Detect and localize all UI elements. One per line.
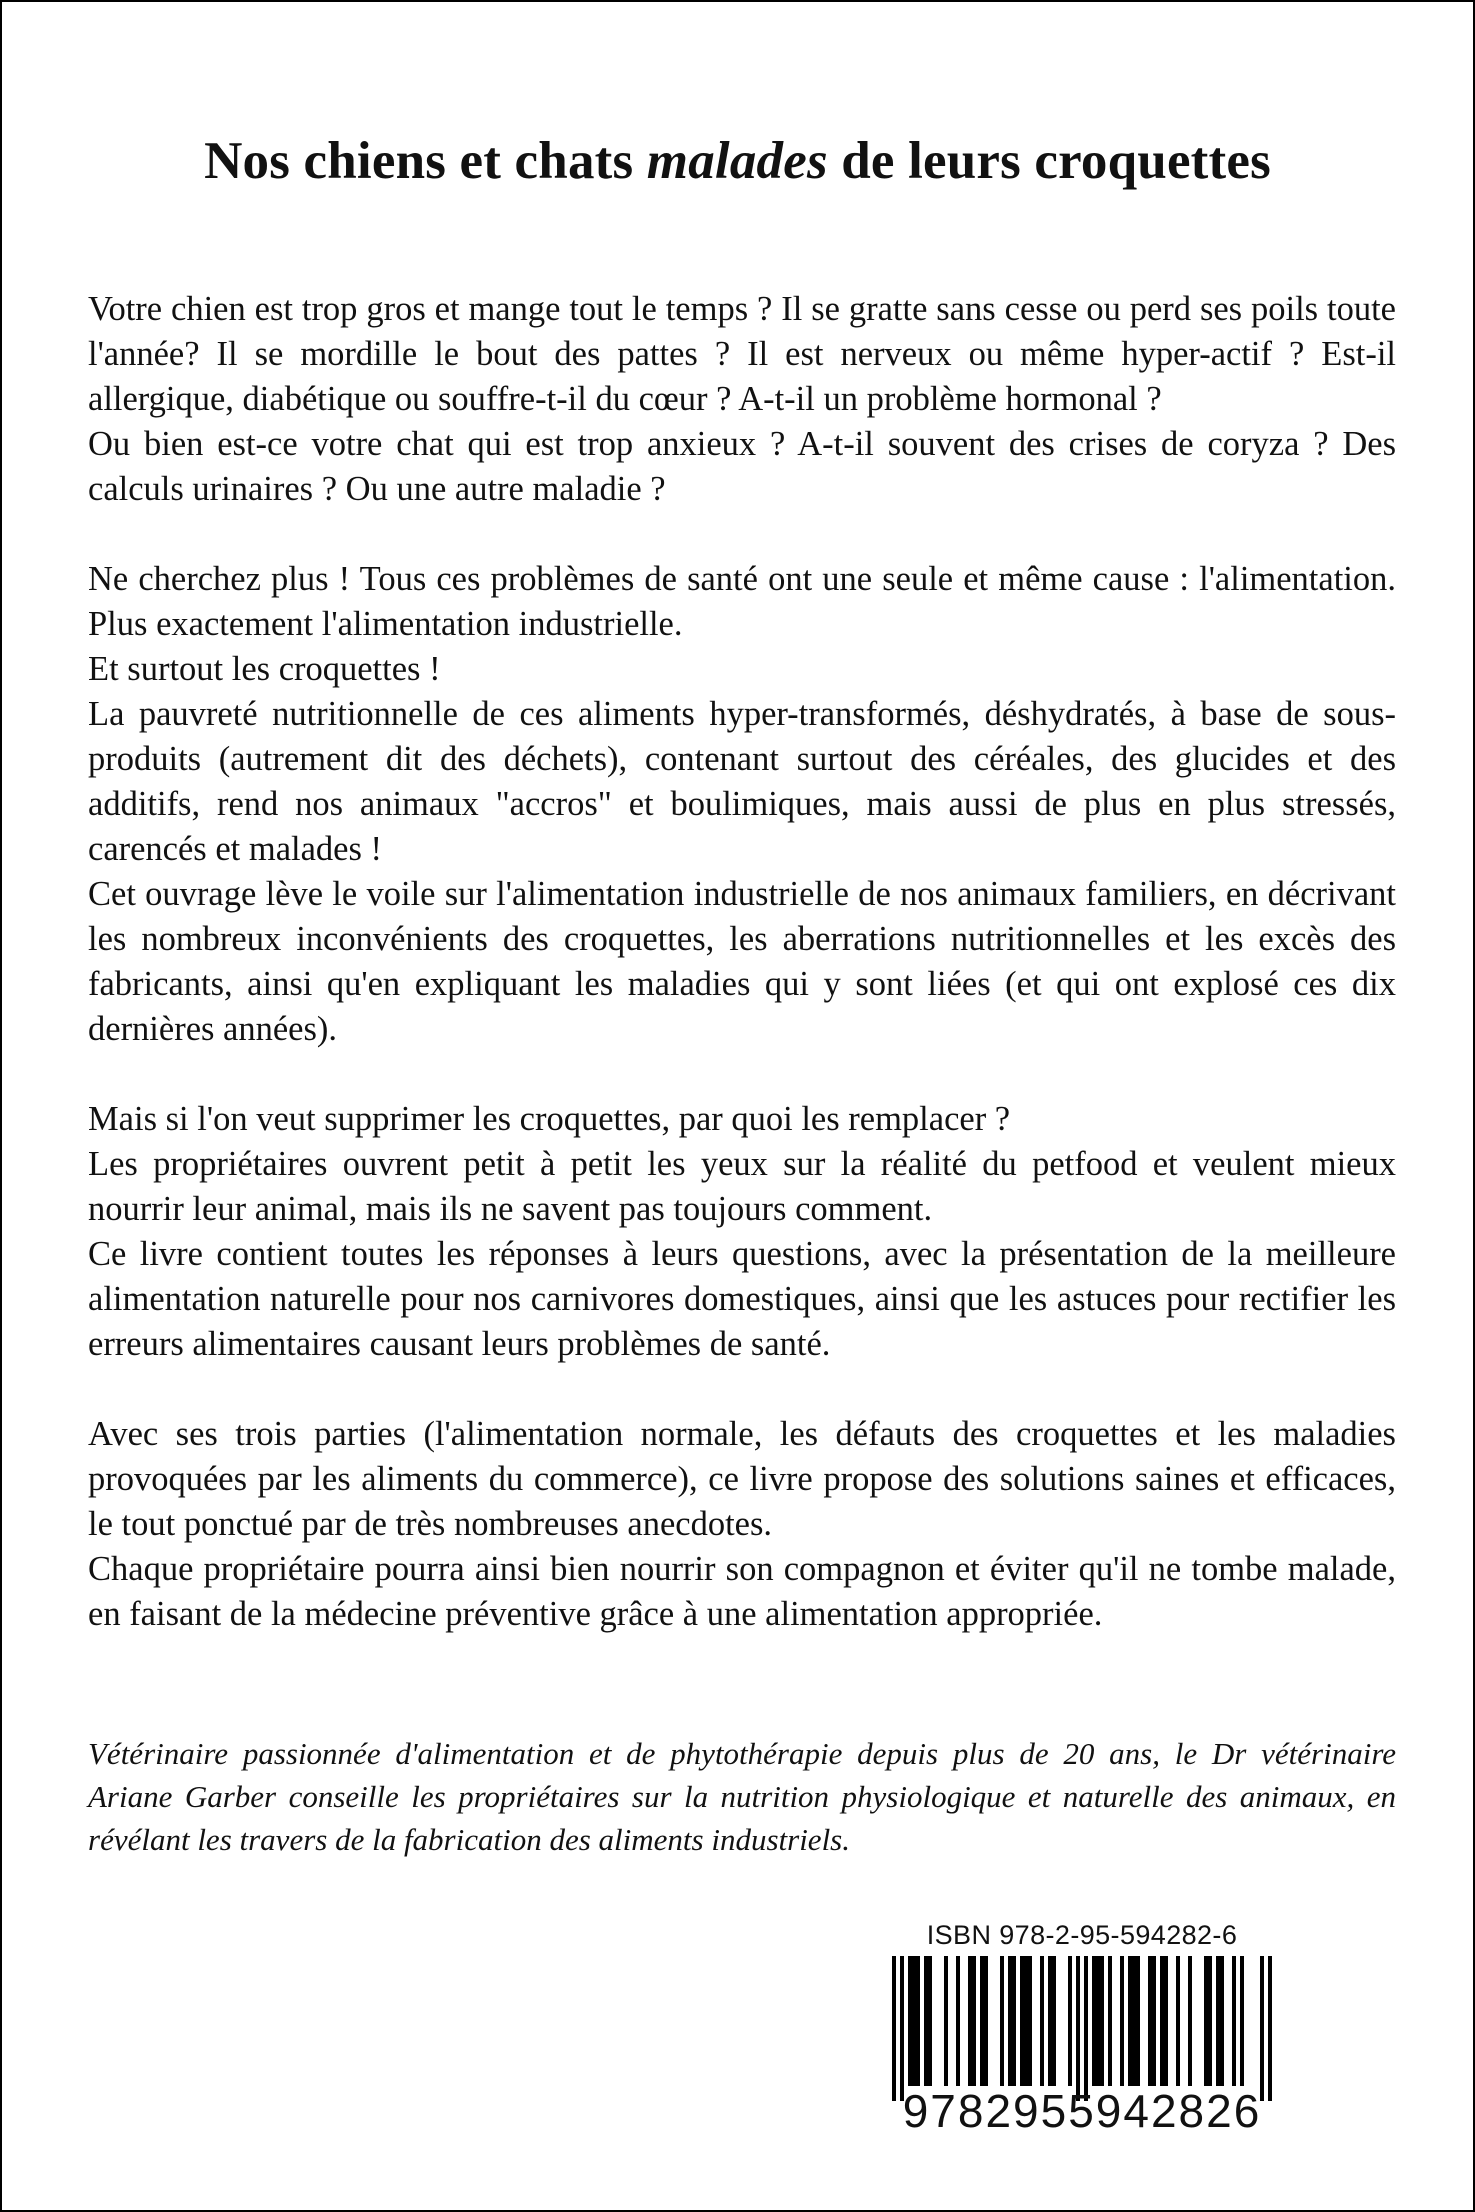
barcode-bar [1176, 1956, 1180, 2086]
barcode-bar [1220, 1956, 1224, 2086]
barcode-bar [1160, 1956, 1164, 2086]
barcode-bar [1188, 1956, 1192, 2086]
barcode-bar [984, 1956, 988, 2086]
barcode-bar [1012, 1956, 1016, 2086]
barcode-bar [1132, 1956, 1136, 2086]
paragraph-spacer [88, 1367, 1396, 1412]
barcode-bar [1076, 1956, 1080, 2101]
barcode-bar [1092, 1956, 1096, 2086]
barcode-bar [1148, 1956, 1152, 2086]
barcode-bar [1048, 1956, 1052, 2086]
title-part-1: Nos chiens et chats [204, 132, 647, 190]
barcode-bar [1040, 1956, 1044, 2086]
barcode-bar [1068, 1956, 1072, 2086]
paragraph-each-owner: Chaque propriétaire pourra ainsi bien nourrir son compagnon et éviter qu'il ne tombe malade, en faisant de la médecine préventive grâce à une alimentation appropriée. [88, 1550, 1396, 1633]
barcode-bar [968, 1956, 972, 2086]
barcode-bar [1084, 1956, 1088, 2101]
isbn-barcode [887, 1918, 1277, 2136]
barcode-bar [1208, 1956, 1212, 2086]
barcode-bar [1008, 1956, 1012, 2086]
author-bio: Vétérinaire passionnée d'alimentation et de phytothérapie depuis plus de 20 ans, le Dr vétérinaire Ariane Garber conseille les propriétaires sur la nutrition physiologique et naturelle des animaux, en révélant les travers de la fabrication des aliments industriels. [88, 1736, 1396, 1857]
barcode-bar [1152, 1956, 1156, 2086]
title-emphasis: malades [646, 132, 828, 190]
barcode-bar [912, 1956, 916, 2086]
barcode-digits: 9782955942826 [902, 2085, 1262, 2137]
barcode-bar [1000, 1956, 1004, 2086]
barcode-bar [1164, 1956, 1168, 2086]
barcode-bar [972, 1956, 976, 2086]
blurb [88, 287, 1396, 1637]
barcode-bar [1096, 1956, 1100, 2086]
paragraph-book-reveals: Cet ouvrage lève le voile sur l'alimentation industrielle de nos animaux familiers, en décrivant les nombreux inconvénients des croquettes, les aberrations nutritionnelles et les excès des fabricants, ainsi qu'en expliquant les maladies qui y sont liées (et qui ont explosé ces dix dernières années). [88, 875, 1396, 1048]
paragraph-replace-question: Mais si l'on veut supprimer les croquettes, par quoi les remplacer ? [88, 1100, 1011, 1138]
barcode-bar [1128, 1956, 1132, 2086]
barcode-bar [1120, 1956, 1124, 2086]
paragraph-cause: Ne cherchez plus ! Tous ces problèmes de santé ont une seule et même cause : l'alimentation. Plus exactement l'alimentation industrielle. [88, 560, 1396, 643]
paragraph-dog-symptoms: Votre chien est trop gros et mange tout le temps ? Il se gratte sans cesse ou perd ses poils toute l'année? Il se mordille le bout des pattes ? Il est nerveux ou même hyper-actif ? Est-il allergique, diabétique ou souffre-t-il du cœur ? A-t-il un problème hormonal ? [88, 290, 1396, 418]
barcode-bar [916, 1956, 920, 2086]
barcode-bar [900, 1956, 904, 2101]
barcode-bar [908, 1956, 912, 2086]
barcode-bars [887, 1956, 1277, 2101]
paragraph-three-parts: Avec ses trois parties (l'alimentation normale, les défauts des croquettes et les maladies provoquées par les aliments du commerce), ce livre propose des solutions saines et efficaces, le tout ponctué par de très nombreuses anecdotes. [88, 1415, 1396, 1543]
barcode-bar [1260, 1956, 1264, 2101]
paragraph-spacer [88, 512, 1396, 557]
barcode-bar [944, 1956, 948, 2086]
barcode-bar [1100, 1956, 1104, 2086]
barcode-bar [980, 1956, 984, 2086]
barcode-bar [1204, 1956, 1208, 2086]
paragraph-kibble: Et surtout les croquettes ! [88, 650, 441, 688]
paragraph-poverty: La pauvreté nutritionnelle de ces aliments hyper-transformés, déshydratés, à base de sous-produits (autrement dit des déchets), contenant surtout des céréales, des glucides et des additifs, rend nos animaux "accros" et boulimiques, mais aussi de plus en plus stressés, carencés et malades ! [88, 695, 1396, 868]
barcode-bar [1240, 1956, 1244, 2086]
barcode-bar [1020, 1956, 1024, 2086]
barcode-bar [928, 1956, 932, 2086]
paragraph-cat-symptoms: Ou bien est-ce votre chat qui est trop anxieux ? A-t-il souvent des crises de coryza ? Des calculs urinaires ? Ou une autre maladie ? [88, 425, 1396, 508]
title-part-2: de leurs croquettes [827, 132, 1271, 190]
barcode-bar [1268, 1956, 1272, 2101]
barcode-bar [956, 1956, 960, 2086]
book-title [2, 130, 1473, 194]
barcode-bar [892, 1956, 896, 2101]
barcode-bar [1028, 1956, 1032, 2086]
barcode-bar [1108, 1956, 1112, 2086]
barcode-bar [1052, 1956, 1056, 2086]
isbn-label: ISBN 978-2-95-594282-6 [926, 1920, 1238, 1950]
barcode-bar [1024, 1956, 1028, 2086]
paragraph-owners: Les propriétaires ouvrent petit à petit les yeux sur la réalité du petfood et veulent mieux nourrir leur animal, mais ils ne savent pas toujours comment. [88, 1145, 1396, 1228]
paragraph-spacer [88, 1052, 1396, 1097]
paragraph-answers: Ce livre contient toutes les réponses à leurs questions, avec la présentation de la meilleure alimentation naturelle pour nos carnivores domestiques, ainsi que les astuces pour rectifier les erreurs alimentaires causant leurs problèmes de santé. [88, 1235, 1396, 1363]
barcode-bar [1232, 1956, 1236, 2086]
barcode-bar [924, 1956, 928, 2086]
barcode-bar [1216, 1956, 1220, 2086]
barcode-bar [1136, 1956, 1140, 2086]
